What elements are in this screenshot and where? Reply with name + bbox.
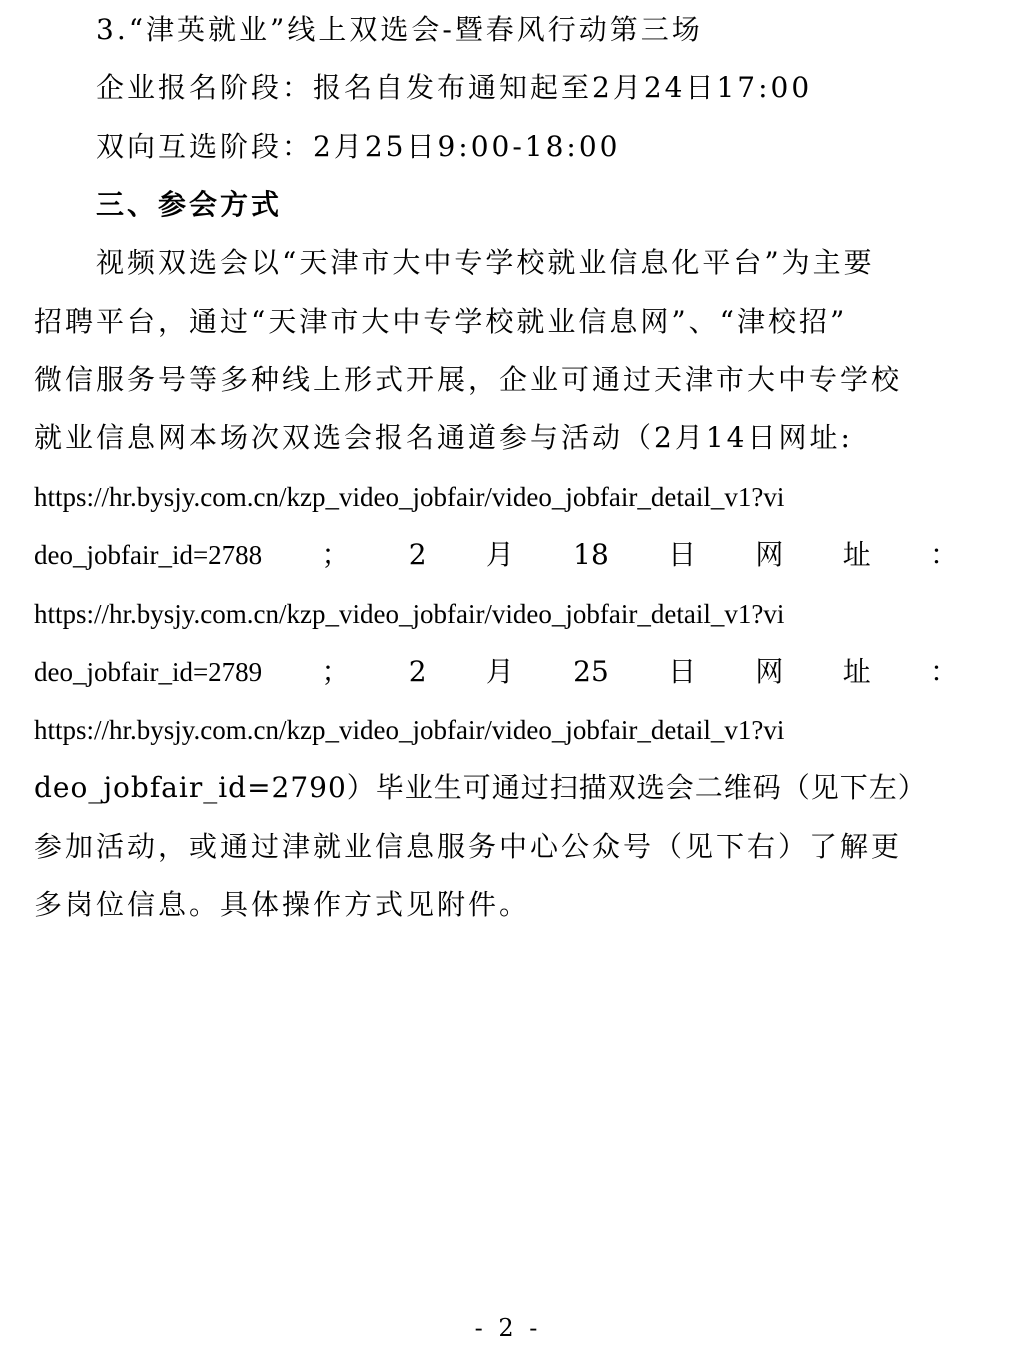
- url-line: https://hr.bysjy.com.cn/kzp_video_jobfair/video_jobfair_detail_v1?vi: [34, 599, 785, 629]
- url-line: https://hr.bysjy.com.cn/kzp_video_jobfair/video_jobfair_detail_v1?vi: [34, 715, 785, 745]
- url-id-line-2789: [34, 643, 958, 701]
- mutual-selection-line: 双向互选阶段：2月25日9:00-18:00: [96, 130, 621, 163]
- wang-char: 网: [755, 655, 784, 688]
- closing-line: 参加活动，或通过津就业信息服务中心公众号（见下右）了解更: [34, 830, 903, 863]
- final-id-line: deo_jobfair_id=2790）毕业生可通过扫描双选会二维码（见下左）: [34, 771, 927, 804]
- separator: ；: [321, 655, 350, 688]
- page-number: - 2 -: [474, 1314, 542, 1342]
- url-line: https://hr.bysjy.com.cn/kzp_video_jobfair/video_jobfair_detail_v1?vi: [34, 482, 785, 512]
- enterprise-registration-line: 企业报名阶段：报名自发布通知起至2月24日17:00: [96, 71, 813, 104]
- day-number: 25: [573, 655, 609, 688]
- paragraph-line: 就业信息网本场次双选会报名通道参与活动（2月14日网址:: [34, 421, 853, 454]
- colon: ：: [929, 655, 958, 688]
- paragraph-line: 视频双选会以“天津市大中专学校就业信息化平台”为主要: [96, 246, 875, 279]
- day-char: 日: [668, 655, 697, 688]
- url-id-text: deo_jobfair_id=2788: [34, 540, 263, 570]
- item-title: 3.“津英就业”线上双选会-暨春风行动第三场: [96, 13, 703, 46]
- month-char: 月: [485, 538, 514, 571]
- paragraph-line: 招聘平台，通过“天津市大中专学校就业信息网”、“津校招”: [34, 305, 848, 338]
- day-number: 18: [573, 538, 609, 571]
- month-number: 2: [408, 538, 427, 571]
- url-id-line-2788: [34, 526, 958, 584]
- zhi-char: 址: [842, 538, 871, 571]
- closing-line: 多岗位信息。具体操作方式见附件。: [34, 888, 531, 921]
- day-char: 日: [668, 538, 697, 571]
- paragraph-line: 微信服务号等多种线上形式开展，企业可通过天津市大中专学校: [34, 363, 903, 396]
- url-id-text: deo_jobfair_id=2789: [34, 657, 263, 687]
- colon: ：: [929, 538, 958, 571]
- section-heading: 三、参会方式: [96, 188, 283, 221]
- month-char: 月: [485, 655, 514, 688]
- wang-char: 网: [755, 538, 784, 571]
- month-number: 2: [408, 655, 427, 688]
- separator: ；: [321, 538, 350, 571]
- zhi-char: 址: [842, 655, 871, 688]
